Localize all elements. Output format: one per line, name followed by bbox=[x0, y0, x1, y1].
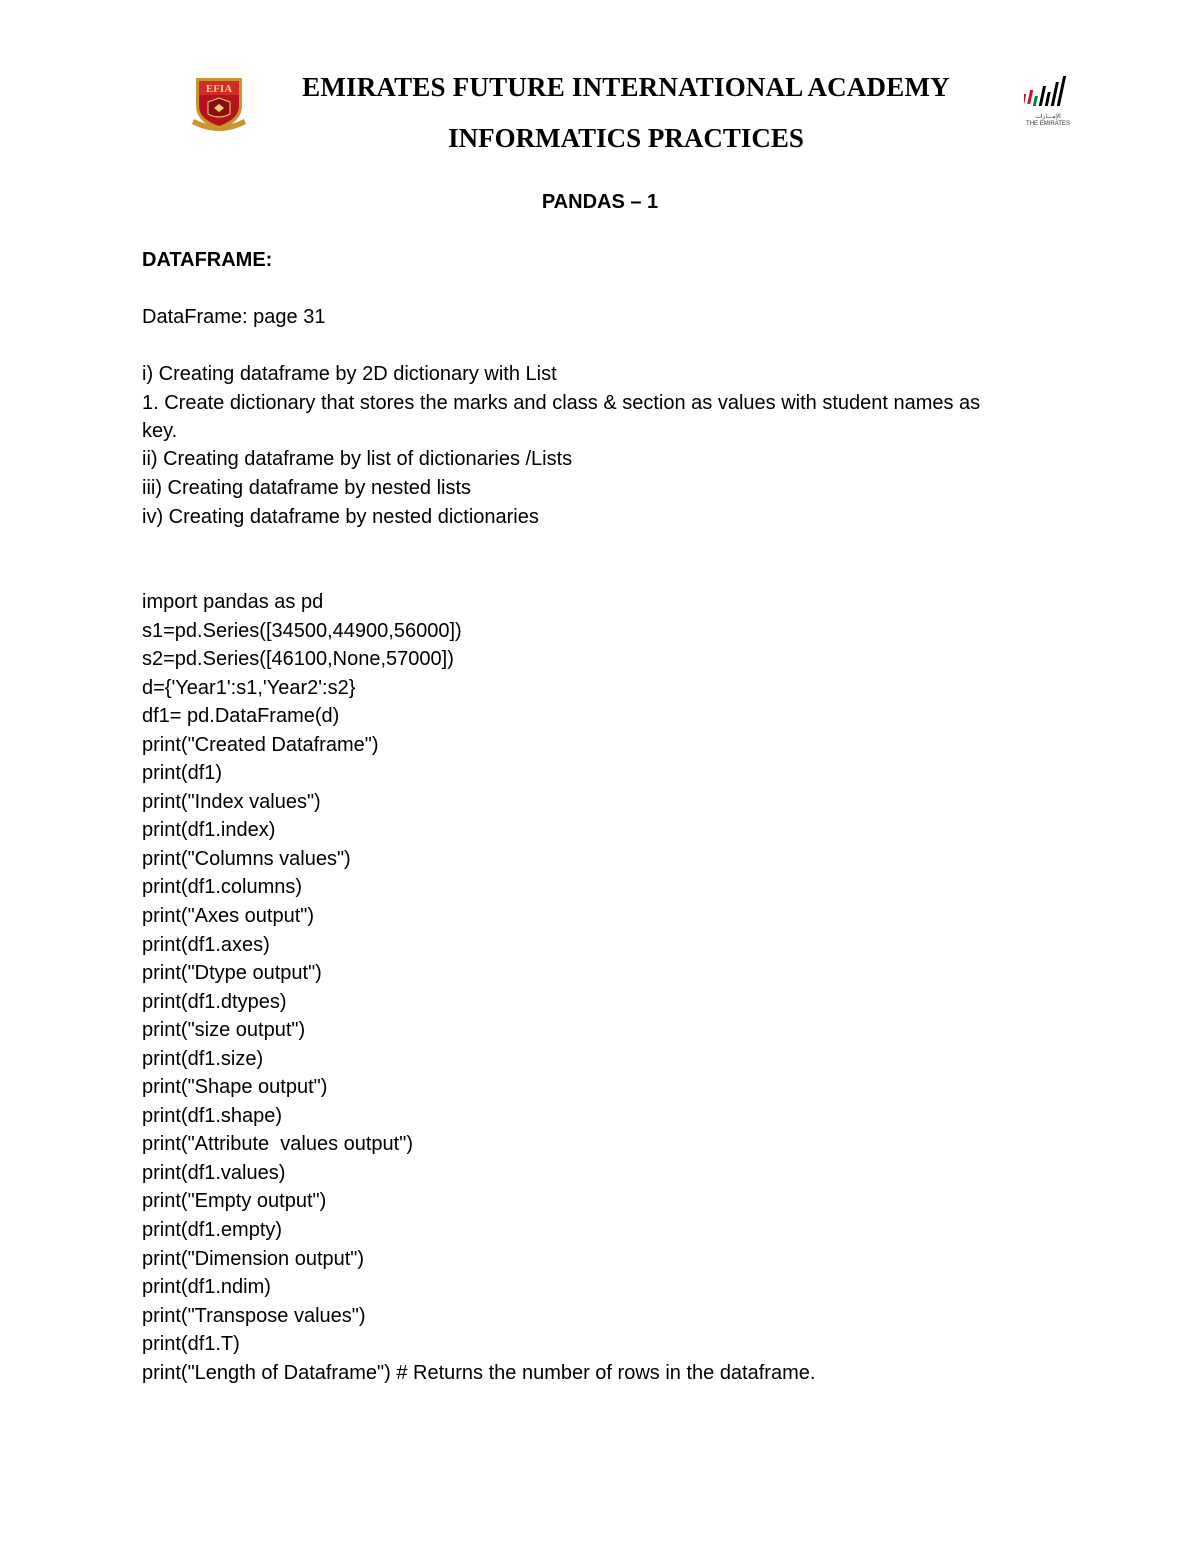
code-line: print(df1.T) bbox=[142, 1333, 240, 1356]
school-name: EMIRATES FUTURE INTERNATIONAL ACADEMY bbox=[302, 72, 950, 102]
code-line: print("Empty output") bbox=[142, 1190, 327, 1213]
code-line: s2=pd.Series([46100,None,57000]) bbox=[142, 648, 454, 671]
emirates-caption-en: THE EMIRATES bbox=[1026, 121, 1070, 127]
code-line: print(df1.shape) bbox=[142, 1104, 283, 1127]
topic-line: iv) Creating dataframe by nested dictionaries bbox=[142, 506, 539, 528]
code-line: print(df1.empty) bbox=[142, 1219, 283, 1242]
code-line: s1=pd.Series([34500,44900,56000]) bbox=[142, 619, 462, 642]
efia-logo bbox=[186, 72, 252, 138]
code-line: print("Length of Dataframe") # Returns the number of rows in the dataframe. bbox=[142, 1361, 816, 1384]
topic-line: iii) Creating dataframe by nested lists bbox=[142, 477, 472, 499]
code-line: print("Dimension output") bbox=[142, 1247, 365, 1270]
code-line: print("Transpose values") bbox=[142, 1304, 366, 1327]
code-line: print(df1.columns) bbox=[142, 876, 303, 899]
code-line: print(df1.size) bbox=[142, 1047, 264, 1070]
subject-title: INFORMATICS PRACTICES bbox=[448, 123, 804, 153]
code-line: print("Axes output") bbox=[142, 905, 315, 928]
emirates-logo-caption bbox=[1018, 114, 1078, 128]
code-line: print(df1) bbox=[142, 762, 223, 785]
code-line: print("Created Dataframe") bbox=[142, 733, 379, 756]
code-line: print("Dtype output") bbox=[142, 962, 322, 985]
document-title: PANDAS – 1 bbox=[541, 191, 659, 213]
code-line: import pandas as pd bbox=[142, 591, 324, 613]
code-line: print("Shape output") bbox=[142, 1076, 328, 1099]
topic-line: ii) Creating dataframe by list of dictionaries /Lists bbox=[142, 448, 573, 470]
code-line: print(df1.index) bbox=[142, 819, 276, 842]
section-heading: DATAFRAME: bbox=[142, 249, 273, 271]
code-line: print(df1.ndim) bbox=[142, 1276, 271, 1299]
topic-line: 1. Create dictionary that stores the marks and class & section as values with student names as bbox=[142, 392, 981, 414]
code-line: print(df1.values) bbox=[142, 1161, 286, 1184]
svg-text:EFIA: EFIA bbox=[205, 83, 233, 95]
topic-line: key. bbox=[142, 420, 178, 442]
code-line: d={'Year1':s1,'Year2':s2} bbox=[142, 676, 356, 699]
code-line: print(df1.axes) bbox=[142, 933, 270, 956]
code-line: print("Columns values") bbox=[142, 847, 351, 870]
code-line: print("Attribute values output") bbox=[142, 1133, 413, 1156]
code-line: print("size output") bbox=[142, 1019, 306, 1042]
page-reference: DataFrame: page 31 bbox=[142, 306, 326, 328]
code-listing bbox=[142, 588, 815, 1387]
emirates-caption-ar: الإمـــارات bbox=[1035, 114, 1061, 120]
code-line: df1= pd.DataFrame(d) bbox=[142, 705, 340, 728]
topic-line: i) Creating dataframe by 2D dictionary with List bbox=[142, 363, 557, 385]
code-line: print(df1.dtypes) bbox=[142, 990, 287, 1013]
code-line: print("Index values") bbox=[142, 790, 321, 813]
